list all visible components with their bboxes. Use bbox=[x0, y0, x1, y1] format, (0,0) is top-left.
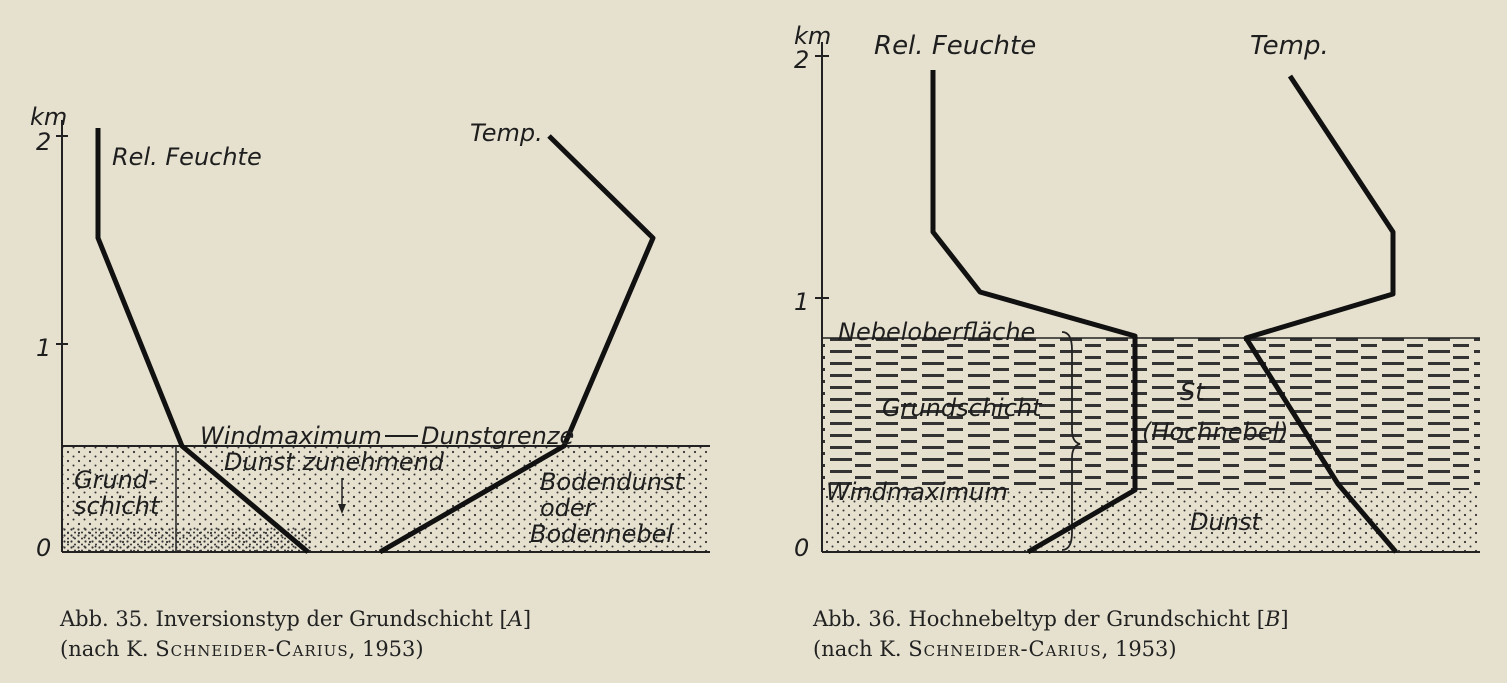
fig-b-label-temp: Temp. bbox=[1250, 31, 1329, 61]
fig-b-tick-label-0: 0 bbox=[794, 534, 810, 562]
fig-a-label-oder: oder bbox=[540, 494, 595, 522]
fig-a-tick-label-0: 0 bbox=[36, 534, 52, 562]
fig-b-label-rel-feuchte: Rel. Feuchte bbox=[874, 31, 1037, 61]
fig-a-label-windmaximum: Windmaximum bbox=[200, 422, 382, 450]
fig-b-tick-label-2: 2 bbox=[794, 46, 810, 74]
fig-b-caption bbox=[813, 604, 1289, 664]
fig-b-caption-letter: B bbox=[1264, 607, 1281, 631]
fig-a-caption-bracket: ] bbox=[522, 607, 532, 631]
fig-a-label-bodendunst: Bodendunst bbox=[540, 468, 684, 496]
fig-a-caption bbox=[60, 604, 531, 664]
fig-a-tick-label-2: 2 bbox=[36, 128, 52, 156]
fig-a-label-temp: Temp. bbox=[470, 119, 543, 147]
fig-b-caption-text: Abb. 36. Hochnebeltyp der Grundschicht [ bbox=[813, 607, 1265, 631]
fig-b-label-st: St bbox=[1180, 378, 1205, 406]
fig-a-label-dunstgrenze: Dunstgrenze bbox=[421, 422, 575, 450]
fig-b-tick-label-1: 1 bbox=[794, 288, 810, 316]
fig-a-caption-source: (nach K. bbox=[60, 637, 156, 661]
fig-a-dense-dust-near-ground bbox=[62, 528, 312, 552]
fig-b-caption-year: , 1953) bbox=[1101, 637, 1177, 661]
fig-b-label-dunst: Dunst bbox=[1190, 508, 1261, 536]
fig-a-label-dunst-zunehmend: Dunst zunehmend bbox=[224, 448, 445, 476]
fig-b-caption-bracket: ] bbox=[1280, 607, 1289, 631]
fig-b-label-nebeloberflaeche: Nebeloberfläche bbox=[838, 318, 1036, 346]
figure-a-diagram bbox=[30, 103, 710, 562]
fig-a-label-grund: Grund- bbox=[74, 466, 157, 494]
fig-a-label-rel-feuchte: Rel. Feuchte bbox=[112, 143, 262, 171]
fig-a-label-schicht: schicht bbox=[74, 492, 160, 520]
fig-b-label-windmaximum: Windmaximum bbox=[826, 478, 1008, 506]
fig-b-axis-unit: km bbox=[794, 22, 832, 50]
fig-b-caption-line1 bbox=[813, 604, 1289, 634]
fig-a-tick-label-1: 1 bbox=[36, 334, 52, 362]
fig-a-label-bodennebel: Bodennebel bbox=[530, 520, 674, 548]
fig-a-caption-text: Abb. 35. Inversionstyp der Grundschicht [ bbox=[60, 607, 508, 631]
fig-a-caption-author: Schneider-Carius bbox=[155, 637, 349, 661]
fig-a-caption-letter: A bbox=[507, 607, 523, 631]
fig-a-axis-unit: km bbox=[30, 103, 68, 131]
fig-b-caption-author: Schneider-Carius bbox=[908, 637, 1102, 661]
fig-b-caption-source: (nach K. bbox=[813, 637, 909, 661]
fig-a-caption-line2 bbox=[60, 634, 531, 664]
fig-a-caption-year: , 1953) bbox=[348, 637, 424, 661]
figure-b-diagram bbox=[794, 22, 1480, 562]
fig-a-caption-line1 bbox=[60, 604, 531, 634]
fig-b-label-grundschicht: Grundschicht bbox=[882, 394, 1042, 422]
fig-b-caption-line2 bbox=[813, 634, 1289, 664]
fig-b-label-hochnebel: (Hochnebel) bbox=[1142, 418, 1289, 446]
